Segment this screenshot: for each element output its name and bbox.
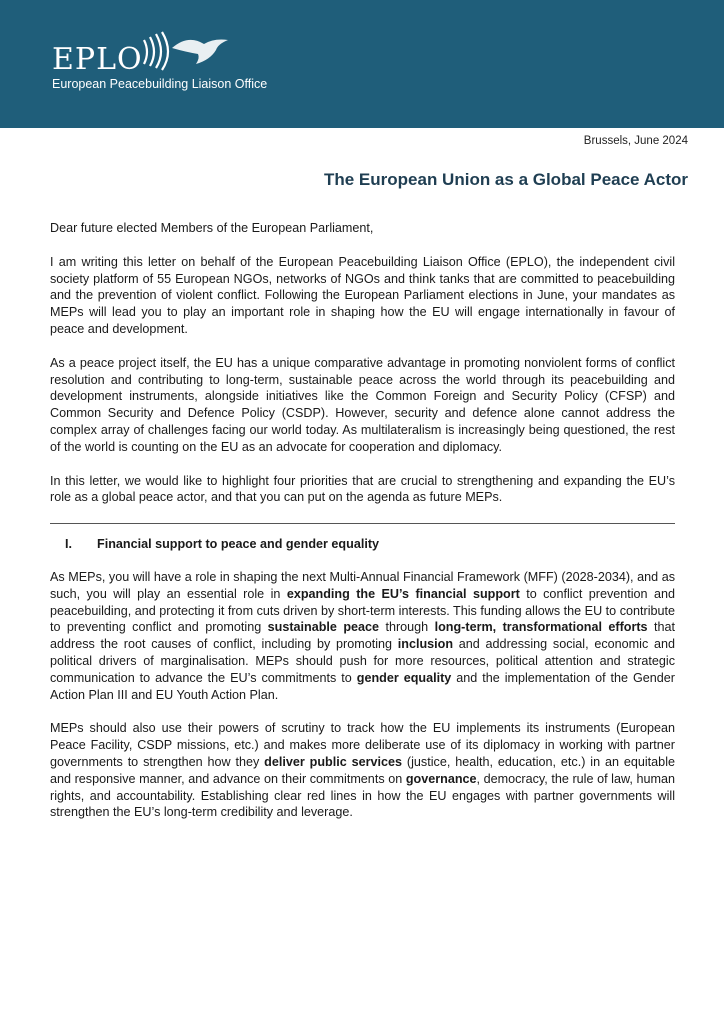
text-run: and the implementation of the Gender Action Plan III and EU Youth Action Plan. <box>50 670 675 702</box>
text-run: through <box>379 620 435 635</box>
text-run: to conflict prevention and peacebuilding, and protecting it from cuts driven by short-term interests. This funding allows the EU to contribute to preventing conflict and promoting <box>50 586 675 635</box>
emphasis: sustainable peace <box>267 620 380 635</box>
bird-waves-icon <box>138 30 248 74</box>
section-number: I. <box>65 537 72 552</box>
letterhead-banner <box>0 0 724 128</box>
priorities-paragraph: In this letter, we would like to highlight four priorities that are crucial to strengthening and expanding the EU’s role as a global peace actor, and that you can put on the agenda as future MEPs. <box>50 473 675 505</box>
emphasis: expanding the EU’s financial support <box>286 586 520 601</box>
section-paragraph-2 <box>50 720 675 821</box>
section-heading <box>50 536 675 553</box>
salutation: Dear future elected Members of the European Parliament, <box>50 221 374 235</box>
context-paragraph: As a peace project itself, the EU has a unique comparative advantage in promoting nonviolent forms of conflict resolution and contributing to long-term, sustainable peace across the world through its peacebuilding and development instruments, alongside initiatives like the Common Foreign and Security Policy (CFSP) and Common Security and Defence Policy (CSDP). However, security and defence alone cannot address the complex array of challenges facing our world today. As multilateralism is increasingly being questioned, the rest of the world is counting on the EU as an advocate for cooperation and diplomacy. <box>50 355 675 454</box>
letter-date: Brussels, June 2024 <box>583 135 688 147</box>
org-name: European Peacebuilding Liaison Office <box>52 77 268 91</box>
emphasis: inclusion <box>397 637 454 652</box>
section-title: Financial support to peace and gender equality <box>97 537 380 552</box>
section-divider <box>50 523 675 524</box>
text-run: and addressing social, economic and political drivers of marginalisation. MEPs should push for more resources, political attention and strategic communication to advance the EU’s commitments to <box>50 637 675 685</box>
text-run: As MEPs, you will have a role in shaping the next Multi-Annual Financial Framework (MFF) (2028-2034), and as such, you will play an essential role in <box>50 569 675 601</box>
text-run: that address the root causes of conflict, including by promoting <box>50 620 675 652</box>
text-run: (justice, health, education, etc.) in an equitable and responsive manner, and advance on their commitments on <box>50 754 675 786</box>
emphasis: gender equality <box>356 670 452 685</box>
section-paragraph-1 <box>50 569 675 703</box>
emphasis: deliver public services <box>264 754 403 769</box>
text-run: , democracy, the rule of law, human rights, and accountability. Establishing clear red lines in how the EU engages with partner governments will strengthen the EU’s long-term credibility and leverage. <box>50 771 675 820</box>
intro-paragraph: I am writing this letter on behalf of the European Peacebuilding Liaison Office (EPLO), the independent civil society platform of 55 European NGOs, networks of NGOs and think tanks that are committed to peacebuilding and the prevention of violent conflict. Following the European Parliament elections in June, your mandates as MEPs will lead you to play an important role in shaping how the EU will engage internationally in favour of peace and development. <box>50 254 675 336</box>
text-run: MEPs should also use their powers of scrutiny to track how the EU implements its instruments (European Peace Facility, CSDP missions, etc.) and makes more deliberate use of its diplomacy in working with partner governments to strengthen how they <box>50 721 675 769</box>
logo-wordmark: EPLO <box>52 42 143 77</box>
letter-body <box>50 220 675 838</box>
emphasis: governance <box>405 771 477 786</box>
document-title: The European Union as a Global Peace Actor <box>323 170 688 189</box>
emphasis: long-term, transformational efforts <box>434 620 648 635</box>
